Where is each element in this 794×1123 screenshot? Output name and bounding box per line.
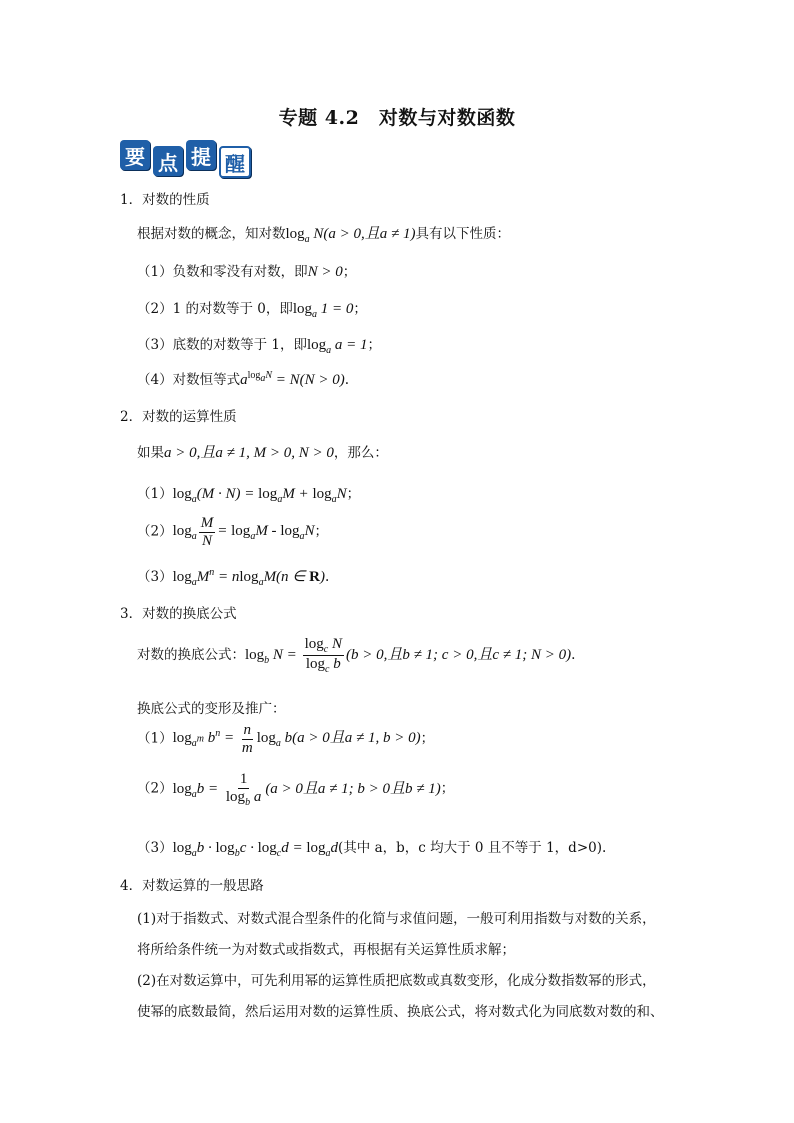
rule-item: $(3)\log_aM^n = nlog_aM(n$ ∈ R). <box>137 567 330 588</box>
variant-item: $(2)\log_ab$ = $\frac{1}{\log_b a}$ (a > 0且a ≠ 1; b > 0且b ≠ 1)； <box>137 771 455 808</box>
badge-char: 要 <box>120 140 150 170</box>
rule-item: $(1)\log_a(M \cdot N) = \log_aM + \log_aN$； <box>137 486 361 505</box>
paragraph-line: (1)对于指数式、对数式混合型条件的化简与求值问题，一般可利用指数与对数的关系， <box>137 911 656 927</box>
paragraph: 根据对数的概念，知对数$\log_a N(a > 0$,且a ≠ 1)具有以下性质： <box>137 226 511 245</box>
property-item: （3）底数的对数等于 1，即$\log_a a = 1$； <box>137 337 382 356</box>
property-item: （1）负数和零没有对数，即N > 0； <box>137 264 357 280</box>
badge-char: 提 <box>186 140 216 170</box>
badge-char: 点 <box>153 146 183 176</box>
paragraph-line: 使幂的底数最简，然后运用对数的运算性质、换底公式，将对数式化为同底数对数的和、 <box>137 1004 664 1020</box>
paragraph: 如果a > 0,且a ≠ 1, M > 0, N > 0，那么： <box>137 445 388 461</box>
variant-item: $(1)\log_{a^m}$ $b^n$ = $\frac{n}{m}$ $\log_a b(a > 0$且a ≠ 1, b > 0)； <box>137 722 435 756</box>
variant-item: $(3)\log_ab \cdot \log_bc \cdot \log_cd = \log_ad$(其中 a，b，c 均大于 0 且不等于 1，d>0). <box>137 840 607 859</box>
page-title: 专题 4.2 对数与对数函数 <box>278 107 516 129</box>
property-item: （4）对数恒等式$a^{log_aN} = N(N > 0)$. <box>137 370 350 388</box>
paragraph-line: 将所给条件统一为对数式或指数式，再根据有关运算性质求解； <box>137 942 515 958</box>
section-heading: 2．对数的运算性质 <box>120 409 237 425</box>
badge-char: 醒 <box>219 146 251 178</box>
section-heading: 3．对数的换底公式 <box>120 606 237 622</box>
property-item: （2）1 的对数等于 0，即$\log_a 1 = 0$； <box>137 301 367 320</box>
paragraph-line: (2)在对数运算中，可先利用幂的运算性质把底数或真数变形，化成分数指数幂的形式， <box>137 973 656 989</box>
section-heading: 1．对数的性质 <box>120 192 210 208</box>
section-heading: 4．对数运算的一般思路 <box>120 878 264 894</box>
key-points-banner <box>120 140 251 178</box>
formula-line: 对数的换底公式：$\log_b N$ = $\frac{\log_c N}{\log_c b}$ (b > 0,且b ≠ 1; c > 0,且c ≠ 1; N > 0). <box>137 636 576 675</box>
paragraph: 换底公式的变形及推广： <box>137 701 286 717</box>
rule-item: $(2)\log_a$ $\frac{M}{N}$ = $\log_aM - \log_aN$； <box>137 515 328 549</box>
